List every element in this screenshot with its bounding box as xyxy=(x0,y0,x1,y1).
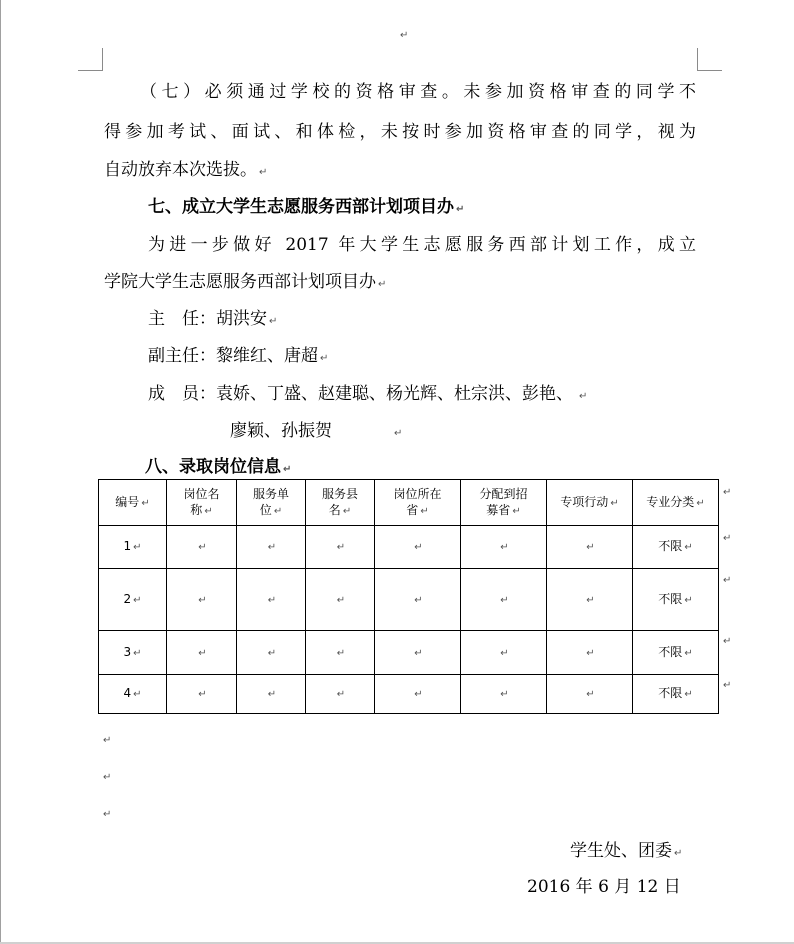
deputy-line xyxy=(148,346,328,369)
row-end-mark: ↵ xyxy=(723,487,732,498)
cell-empty: ↵ xyxy=(375,675,461,714)
table-row xyxy=(99,631,719,675)
cell-number: 2 ↵ xyxy=(99,569,167,631)
paragraph-mark: ↵ xyxy=(456,204,465,215)
empty-paragraph-mark: ↵ xyxy=(103,772,112,783)
section7-heading xyxy=(148,197,464,220)
cell-empty: ↵ xyxy=(375,631,461,675)
signature-org xyxy=(570,841,682,864)
cell-empty: ↵ xyxy=(306,631,375,675)
deputy-text: 副主任：黎维红、唐超 xyxy=(148,346,318,366)
empty-paragraph-mark: ↵ xyxy=(103,809,112,820)
cell-empty: ↵ xyxy=(461,526,547,569)
row-end-mark: ↵ xyxy=(723,636,732,647)
cell-empty: ↵ xyxy=(167,526,237,569)
cell-category: 不限 ↵ xyxy=(633,675,719,714)
row-end-mark: ↵ xyxy=(723,575,732,586)
row-end-mark: ↵ xyxy=(723,533,732,544)
cell-number: 3 ↵ xyxy=(99,631,167,675)
paragraph-mark: ↵ xyxy=(674,848,683,859)
cell-category: 不限 ↵ xyxy=(633,631,719,675)
table-row xyxy=(99,526,719,569)
cell-number: 4 ↵ xyxy=(99,675,167,714)
members-line2-text: 廖颖、孙振贺 xyxy=(230,421,332,441)
cell-empty: ↵ xyxy=(237,631,306,675)
section7-intro-line1: 为进一步做好 2017 年大学生志愿服务西部计划工作，成立 xyxy=(148,235,696,255)
table-row xyxy=(99,569,719,631)
section8-heading xyxy=(145,457,291,480)
header-cell-number: 编号 ↵ xyxy=(99,480,167,526)
cell-empty: ↵ xyxy=(167,631,237,675)
director-line xyxy=(148,309,277,332)
clause7-line2: 得参加考试、面试、和体检，未按时参加资格审查的同学，视为 xyxy=(104,122,696,142)
signature-date: 2016 年 6 月 12 日 xyxy=(527,877,681,897)
row-end-mark: ↵ xyxy=(723,680,732,691)
members-line1 xyxy=(148,384,587,407)
cell-empty: ↵ xyxy=(306,526,375,569)
paragraph-mark: ↵ xyxy=(259,167,268,178)
cell-empty: ↵ xyxy=(461,675,547,714)
paragraph-mark: ↵ xyxy=(269,316,278,327)
section7-intro-line2 xyxy=(104,272,386,295)
paragraph-mark: ↵ xyxy=(283,464,292,475)
paragraph-mark: ↵ xyxy=(378,279,387,290)
section8-heading-text: 八、录取岗位信息 xyxy=(145,457,281,477)
header-cell-county: 服务县 名 ↵ xyxy=(306,480,375,526)
crop-mark-top-left xyxy=(78,48,103,71)
top-paragraph-mark: ↵ xyxy=(400,30,409,41)
clause7-line3-text: 自动放弃本次选拔。 xyxy=(104,160,257,180)
section7-intro-line2-text: 学院大学生志愿服务西部计划项目办 xyxy=(104,272,376,292)
cell-empty: ↵ xyxy=(547,569,633,631)
header-cell-service-unit: 服务单 位 ↵ xyxy=(237,480,306,526)
header-cell-major: 专业分类 ↵ xyxy=(633,480,719,526)
director-text: 主 任：胡洪安 xyxy=(148,309,267,329)
crop-mark-top-right xyxy=(697,48,722,71)
empty-paragraph-mark: ↵ xyxy=(103,735,112,746)
cell-number: 1 ↵ xyxy=(99,526,167,569)
cell-empty: ↵ xyxy=(306,569,375,631)
section7-heading-text: 七、成立大学生志愿服务西部计划项目办 xyxy=(148,197,454,217)
cell-empty: ↵ xyxy=(547,631,633,675)
paragraph-mark: ↵ xyxy=(394,428,403,439)
header-cell-special-action: 专项行动 ↵ xyxy=(547,480,633,526)
table-header-row xyxy=(99,480,719,526)
cell-empty: ↵ xyxy=(237,569,306,631)
members-line1-text: 成 员：袁娇、丁盛、赵建聪、杨光辉、杜宗洪、彭艳、 xyxy=(148,384,573,404)
clause7-line3 xyxy=(104,160,267,183)
cell-empty: ↵ xyxy=(237,526,306,569)
clause7-line1: （七）必须通过学校的资格审查。未参加资格审查的同学不 xyxy=(140,82,696,102)
paragraph-mark: ↵ xyxy=(320,353,329,364)
cell-category: 不限 ↵ xyxy=(633,526,719,569)
page-left-edge xyxy=(0,0,1,944)
cell-empty: ↵ xyxy=(375,569,461,631)
cell-empty: ↵ xyxy=(167,569,237,631)
cell-empty: ↵ xyxy=(375,526,461,569)
header-cell-position-name: 岗位名 称 ↵ xyxy=(167,480,237,526)
members-line2 xyxy=(230,421,402,444)
cell-empty: ↵ xyxy=(461,631,547,675)
cell-category: 不限 ↵ xyxy=(633,569,719,631)
paragraph-mark: ↵ xyxy=(579,391,588,402)
cell-empty: ↵ xyxy=(306,675,375,714)
header-cell-recruit-province: 分配到招 募省 ↵ xyxy=(461,480,547,526)
cell-empty: ↵ xyxy=(167,675,237,714)
cell-empty: ↵ xyxy=(461,569,547,631)
positions-table xyxy=(98,479,719,714)
table-row xyxy=(99,675,719,714)
cell-empty: ↵ xyxy=(547,675,633,714)
cell-empty: ↵ xyxy=(237,675,306,714)
cell-empty: ↵ xyxy=(547,526,633,569)
header-cell-province: 岗位所在 省 ↵ xyxy=(375,480,461,526)
signature-org-text: 学生处、团委 xyxy=(570,841,672,861)
